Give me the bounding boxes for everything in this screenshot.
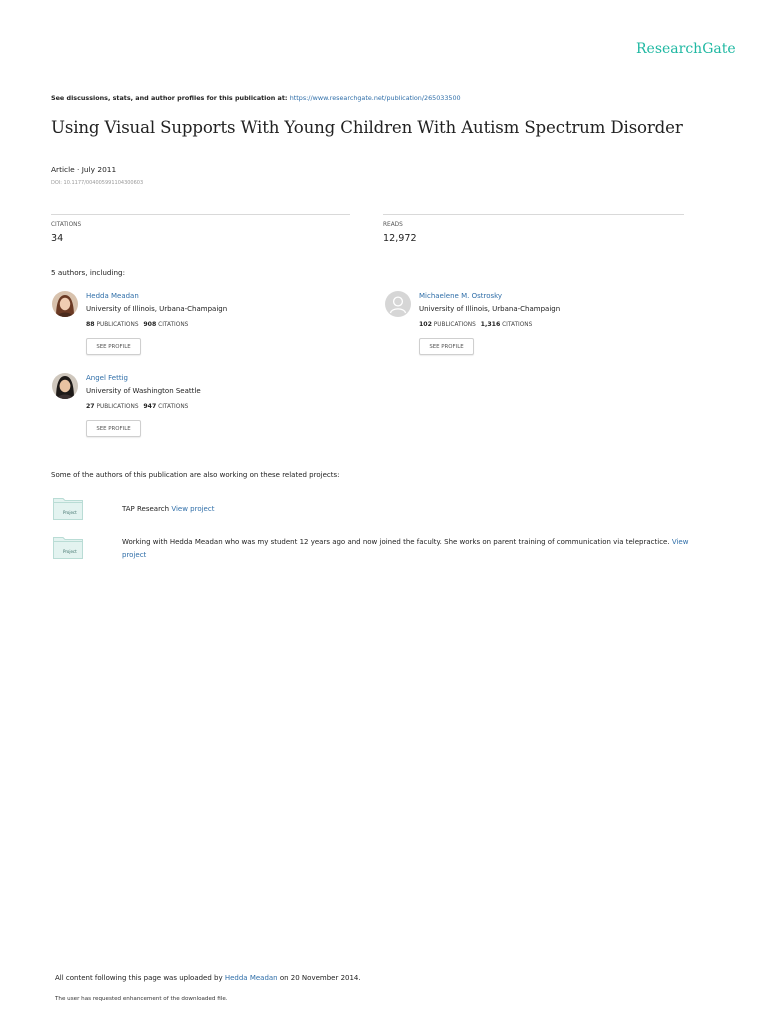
project-item bbox=[122, 536, 688, 549]
doi: DOI: 10.1177/004005991104300603 bbox=[51, 180, 144, 186]
upload-notice bbox=[55, 974, 361, 982]
author-stats bbox=[86, 403, 188, 410]
author-institution: University of Washington Seattle bbox=[86, 387, 201, 395]
project-title: Working with Hedda Meadan who was my student 12 years ago and now joined the faculty. She works on parent training of communication via telepractice. bbox=[122, 538, 672, 546]
discussion-text: See discussions, stats, and author profiles for this publication at: bbox=[51, 94, 290, 102]
project-folder-icon[interactable] bbox=[53, 535, 83, 559]
author-citations-label: CITATIONS bbox=[158, 322, 189, 328]
publications-label: PUBLICATIONS bbox=[96, 404, 139, 410]
author-photo-icon bbox=[52, 291, 78, 317]
view-project-link[interactable]: View bbox=[671, 538, 689, 546]
citations-label: CITATIONS bbox=[51, 222, 82, 228]
project-badge: Project bbox=[63, 549, 77, 554]
author-citations-count: 1,316 bbox=[480, 321, 501, 328]
avatar[interactable] bbox=[52, 291, 78, 317]
author-stats bbox=[419, 321, 532, 328]
avatar[interactable] bbox=[52, 373, 78, 399]
author-citations-label: CITATIONS bbox=[158, 404, 189, 410]
enhancement-note: The user has requested enhancement of the downloaded file. bbox=[55, 996, 228, 1002]
upload-prefix: All content following this page was uploaded by bbox=[55, 974, 225, 982]
project-badge: Project bbox=[63, 510, 77, 515]
related-projects-heading: Some of the authors of this publication are also working on these related projects: bbox=[51, 471, 340, 479]
article-meta: Article · July 2011 bbox=[51, 165, 117, 174]
default-user-icon bbox=[385, 291, 411, 317]
project-item bbox=[122, 503, 214, 516]
author-stats bbox=[86, 321, 188, 328]
see-profile-button[interactable]: SEE PROFILE bbox=[86, 338, 141, 355]
author-citations-label: CITATIONS bbox=[502, 322, 533, 328]
publications-count: 102 bbox=[419, 321, 432, 328]
discussion-notice bbox=[51, 94, 461, 102]
paper-title: Using Visual Supports With Young Children With Autism Spectrum Disorder bbox=[51, 118, 683, 137]
author-institution: University of Illinois, Urbana-Champaign bbox=[86, 305, 228, 313]
reads-divider bbox=[383, 214, 684, 215]
see-profile-button[interactable]: SEE PROFILE bbox=[419, 338, 474, 355]
author-institution: University of Illinois, Urbana-Champaign bbox=[419, 305, 561, 313]
project-title: TAP Research bbox=[122, 505, 172, 513]
uploader-link[interactable]: Hedda Meadan bbox=[224, 974, 278, 982]
publication-link[interactable]: https://www.researchgate.net/publication/265033500 bbox=[289, 94, 461, 102]
publications-label: PUBLICATIONS bbox=[433, 322, 476, 328]
author-citations-count: 947 bbox=[143, 403, 157, 410]
project-item-continued bbox=[122, 549, 146, 562]
citations-divider bbox=[51, 214, 350, 215]
publications-count: 27 bbox=[86, 403, 95, 410]
see-profile-button[interactable]: SEE PROFILE bbox=[86, 420, 141, 437]
author-photo-icon bbox=[52, 373, 78, 399]
author-citations-count: 908 bbox=[143, 321, 157, 328]
view-project-link[interactable]: View project bbox=[171, 505, 215, 513]
reads-count: 12,972 bbox=[383, 233, 417, 244]
avatar[interactable] bbox=[385, 291, 411, 317]
publications-count: 88 bbox=[86, 321, 95, 328]
publications-label: PUBLICATIONS bbox=[96, 322, 139, 328]
authors-heading: 5 authors, including: bbox=[51, 268, 126, 277]
view-project-link[interactable]: project bbox=[122, 551, 147, 559]
citations-count: 34 bbox=[51, 233, 64, 244]
author-name[interactable]: Michaelene M. Ostrosky bbox=[419, 292, 503, 300]
author-name[interactable]: Hedda Meadan bbox=[86, 292, 139, 300]
author-name[interactable]: Angel Fettig bbox=[86, 374, 128, 382]
project-folder-icon[interactable] bbox=[53, 496, 83, 520]
reads-label: READS bbox=[383, 222, 403, 228]
upload-suffix: on 20 November 2014. bbox=[277, 974, 361, 982]
researchgate-logo[interactable]: ResearchGate bbox=[636, 41, 736, 57]
